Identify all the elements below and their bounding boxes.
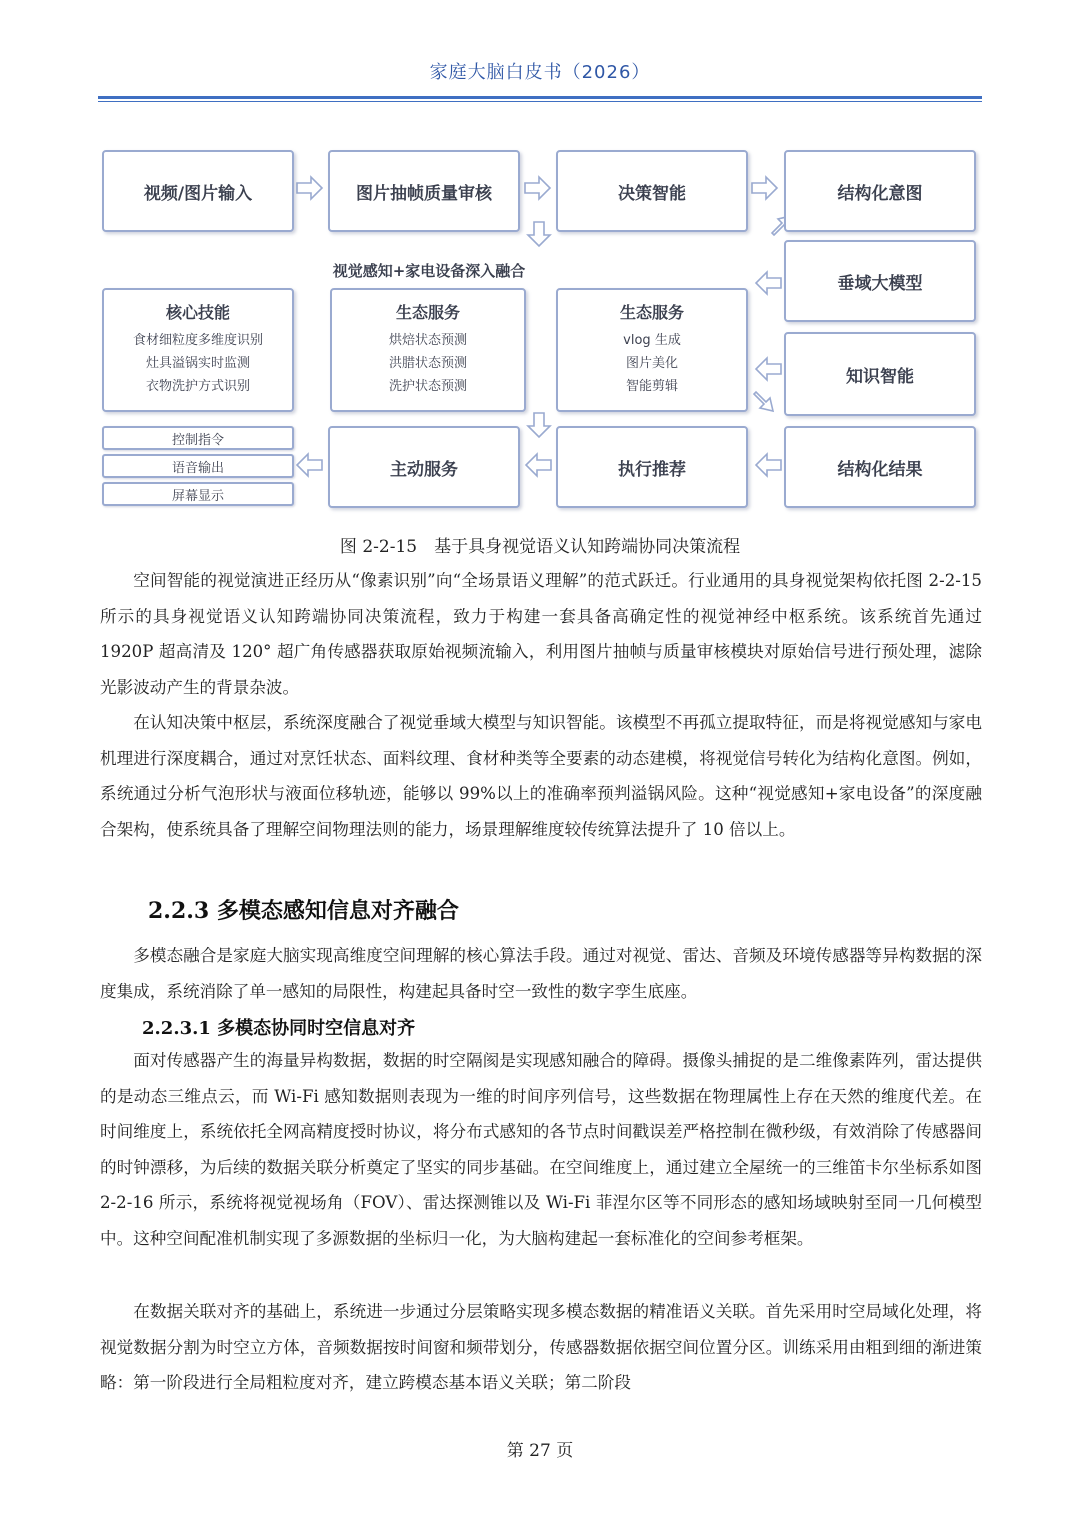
box-label: 垂域大模型 <box>837 273 923 294</box>
core-skills-title: 核心技能 <box>165 303 230 322</box>
box-label: 执行推荐 <box>618 459 686 480</box>
paragraph: 空间智能的视觉演进正经历从“像素识别”向“全场景语义理解”的范式跃迁。行业通用的具身视觉架构依托图 2-2-15 所示的具身视觉语义认知跨端协同决策流程，致力于构建一套具备高确定性的视觉神经中枢系统。该系统首先通过 1920P 超高清及 120° 超广角传感器获取原始视频流输入，利用图片抽帧与质量审核模块对原始信号进行预处理，滤除光影波动产生的背景杂波。 <box>100 571 982 697</box>
page-number: 第 27 页 <box>506 1441 574 1461</box>
box-active-service <box>328 426 520 508</box>
arrow-diagonal-icon <box>754 392 773 411</box>
eco-service-1-line: 洪腊状态预测 <box>388 356 467 371</box>
box-eco-service-2 <box>556 288 748 412</box>
box-vertical-model <box>784 240 976 322</box>
subsection-heading: 2.2.3.1 多模态协同时空信息对齐 <box>142 1018 416 1039</box>
flow-diagram <box>98 142 982 520</box>
box-exec-recommend <box>556 426 748 508</box>
box-label: 视频/图片输入 <box>143 183 253 204</box>
paragraph: 多模态融合是家庭大脑实现高维度空间理解的核心算法手段。通过对视觉、雷达、音频及环境传感器等异构数据的深度集成，系统消除了单一感知的局限性，构建起具备时空一致性的数字孪生底座。 <box>100 946 982 1001</box>
arrow-right-icon <box>752 177 777 199</box>
page-header-title: 家庭大脑白皮书（2026） <box>429 62 651 83</box>
arrow-left-icon <box>526 454 551 476</box>
arrow-down-icon <box>528 413 550 437</box>
header-rule <box>98 96 982 99</box>
output-screen: 屏幕显示 <box>102 482 294 506</box>
eco-service-2-line: vlog 生成 <box>623 333 681 348</box>
box-frame-check <box>328 150 520 232</box>
output-voice: 语音输出 <box>102 454 294 478</box>
arrow-right-icon <box>525 177 550 199</box>
figure-caption: 图 2-2-15 基于具身视觉语义认知跨端协同决策流程 <box>339 537 741 557</box>
paragraph: 在认知决策中枢层，系统深度融合了视觉垂域大模型与知识智能。该模型不再孤立提取特征，而是将视觉感知与家电机理进行深度耦合，通过对烹饪状态、面料纹理、食材种类等全要素的动态建模，将视觉信号转化为结构化意图。例如，系统通过分析气泡形状与液面位移轨迹，能够以 99%以上的准确率预判溢锅风险。这种“视觉感知+家电设备”的深度融合架构，使系统具备了理解空间物理法则的能力，场景理解维度较传统算法提升了 10 倍以上。 <box>100 713 982 839</box>
box-label: 决策智能 <box>618 183 686 204</box>
arrow-right-icon <box>297 177 322 199</box>
eco-service-2-line: 图片美化 <box>625 356 678 371</box>
eco-service-1-line: 洗护状态预测 <box>388 379 467 394</box>
box-video-input <box>102 150 294 232</box>
box-decision <box>556 150 748 232</box>
box-label: 结构化意图 <box>837 183 923 204</box>
eco-service-1-title: 生态服务 <box>395 303 460 322</box>
box-label: 主动服务 <box>390 459 458 480</box>
box-structured-intent <box>784 150 976 232</box>
arrow-left-icon <box>756 358 781 380</box>
eco-service-2-line: 智能剪辑 <box>625 379 678 394</box>
arrow-down-icon <box>528 222 550 246</box>
box-knowledge <box>784 332 976 416</box>
section-heading: 2.2.3 多模态感知信息对齐融合 <box>148 898 459 924</box>
paragraph: 面对传感器产生的海量异构数据，数据的时空隔阂是实现感知融合的障碍。摄像头捕捉的是二维像素阵列，雷达提供的是动态三维点云，而 Wi-Fi 感知数据则表现为一维的时间序列信号，这些数据在物理属性上存在天然的维度代差。在时间维度上，系统依托全网高精度授时协议，将分布式感知的各节点时间戳误差严格控制在微秒级，有效消除了传感器间的时钟漂移，为后续的数据关联分析奠定了坚实的同步基础。在空间维度上，通过建立全屋统一的三维笛卡尔坐标系如图 2-2-16 所示，系统将视觉视场角（FOV）、雷达探测锥以及 Wi-Fi 菲涅尔区等不同形态的感知场域映射至同一几何模型中。这种空间配准机制实现了多源数据的坐标归一化，为大脑构建起一套标准化的空间参考框架。 <box>100 1051 982 1248</box>
box-eco-service-1 <box>330 288 526 412</box>
core-skills-line: 食材细粒度多维度识别 <box>132 333 263 348</box>
box-structured-result <box>784 426 976 508</box>
header-rule-thin <box>98 101 982 102</box>
box-label: 图片抽帧质量审核 <box>356 183 492 204</box>
arrow-left-icon <box>756 272 781 294</box>
arrow-left-icon <box>756 454 781 476</box>
box-label: 结构化结果 <box>837 459 923 480</box>
core-skills-line: 衣物洗护方式识别 <box>145 379 250 394</box>
fusion-label: 视觉感知+家电设备深入融合 <box>332 262 526 280</box>
eco-service-1-line: 烘焙状态预测 <box>388 333 467 348</box>
eco-service-2-title: 生态服务 <box>619 303 684 322</box>
box-core-skills <box>102 288 294 412</box>
core-skills-line: 灶具溢锅实时监测 <box>145 356 250 371</box>
arrow-left-icon <box>297 454 322 476</box>
paragraph: 在数据关联对齐的基础上，系统进一步通过分层策略实现多模态数据的精准语义关联。首先采用时空局域化处理，将视觉数据分割为时空立方体，音频数据按时间窗和频带划分，传感器数据依据空间位置分区。训练采用由粗到细的渐进策略：第一阶段进行全局粗粒度对齐，建立跨模态基本语义关联；第二阶段 <box>100 1302 982 1392</box>
output-control: 控制指令 <box>102 426 294 450</box>
box-label: 知识智能 <box>846 366 914 387</box>
